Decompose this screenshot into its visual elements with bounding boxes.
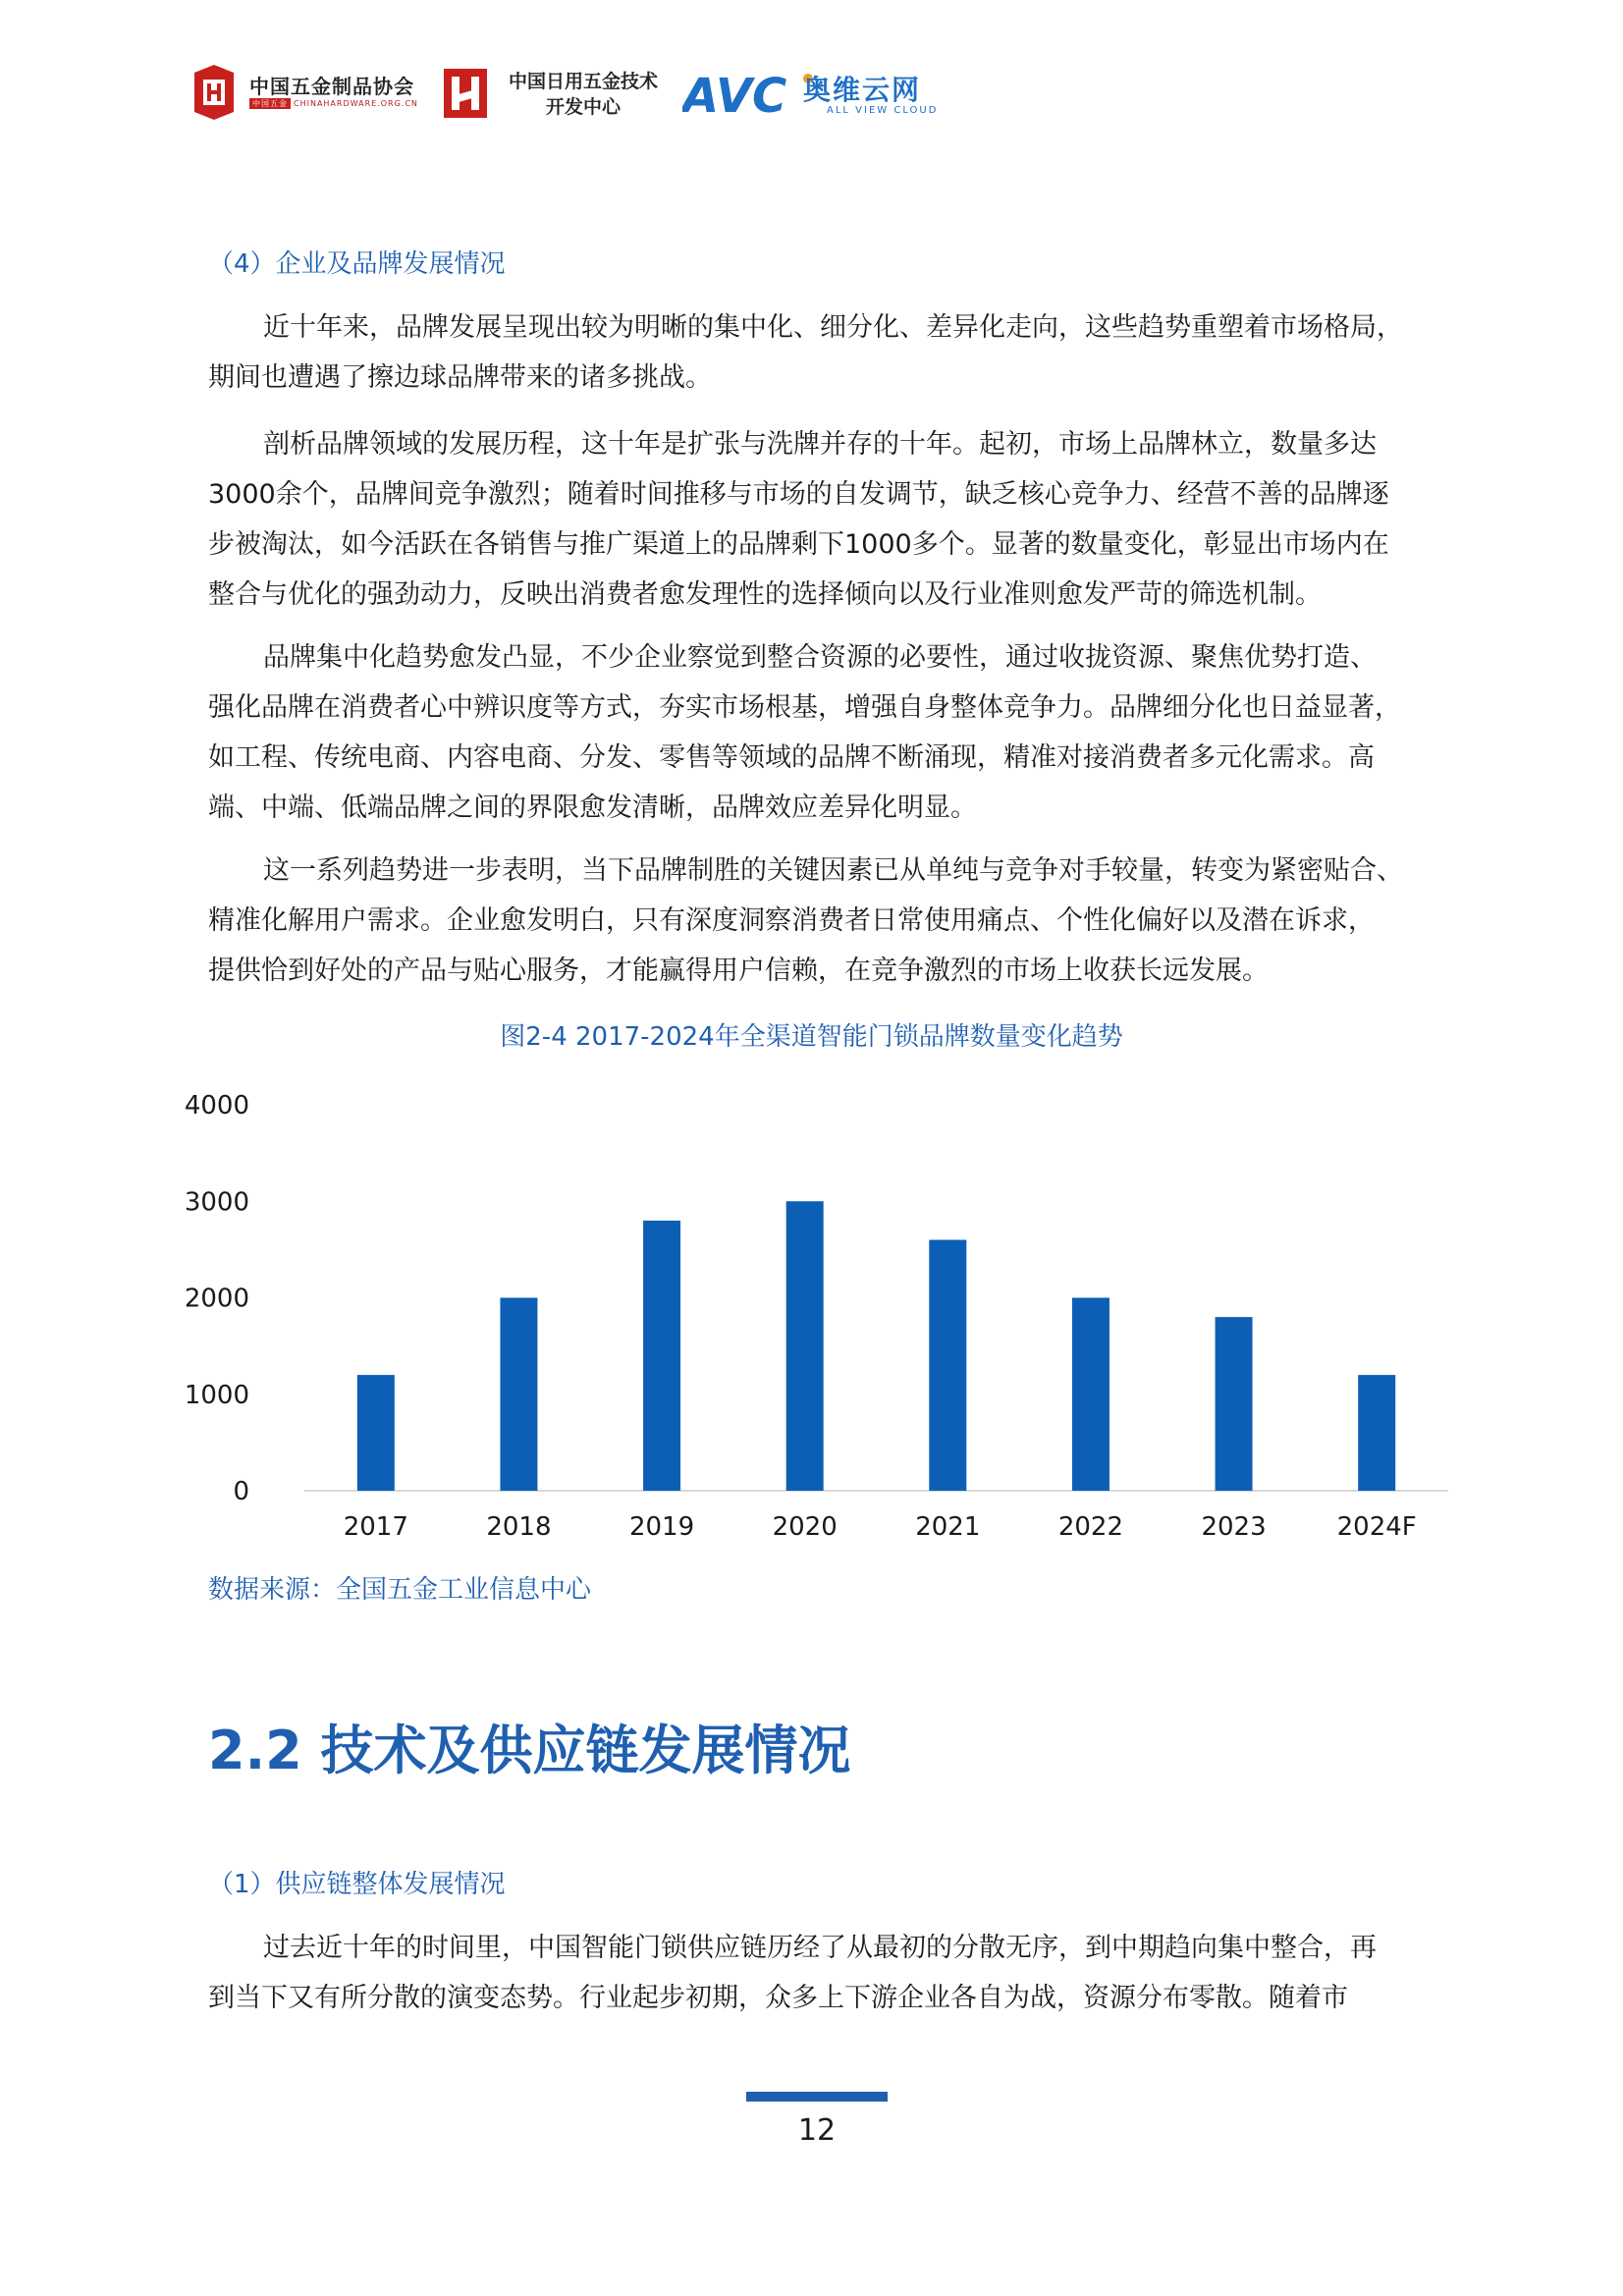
page-number-bar	[746, 2092, 888, 2102]
chart-title: 图2-4 2017-2024年全渠道智能门锁品牌数量变化趋势	[500, 1022, 1123, 1052]
text-line: 过去近十年的时间里，中国智能门锁供应链历经了从最初的分散无序，到中期趋向集中整合，再	[263, 1933, 1377, 1963]
text-line: 期间也遭遇了擦边球品牌带来的诸多挑战。	[208, 362, 712, 393]
brand-count-bar-chart	[167, 1075, 1463, 1557]
paragraph-3	[208, 632, 1435, 833]
logo1-sub-box: 中国五金	[249, 98, 291, 109]
text-line: 步被淘汰，如今活跃在各销售与推广渠道上的品牌剩下1000多个。显著的数量变化，彰显出市场内在	[208, 529, 1389, 560]
section-heading-2-2: 2.2 技术及供应链发展情况	[208, 1720, 851, 1781]
text-line: 到当下又有所分散的演变态势。行业起步初期，众多上下游企业各自为战，资源分布零散。随着市	[208, 1983, 1348, 2013]
text-line: 3000余个，品牌间竞争激烈；随着时间推移与市场的自发调节，缺乏核心竞争力、经营不善的品牌逐	[208, 479, 1389, 510]
header-logos	[187, 61, 972, 126]
logo1-text: 中国五金制品协会	[249, 75, 414, 98]
page-number: 12	[797, 2113, 837, 2148]
x-tick-label: 2020	[772, 1512, 838, 1542]
y-tick-label: 3000	[184, 1187, 249, 1218]
text-line: 精准化解用户需求。企业愈发明白，只有深度洞察消费者日常使用痛点、个性化偏好以及潜在诉求，	[208, 905, 1375, 936]
x-tick-label: 2017	[343, 1512, 408, 1542]
x-tick-label: 2024F	[1336, 1512, 1417, 1542]
x-tick-label: 2022	[1057, 1512, 1124, 1542]
bar-2021	[929, 1240, 966, 1491]
text-line: 强化品牌在消费者心中辨识度等方式，夯实市场根基，增强自身整体竞争力。品牌细分化也日益显著，	[208, 692, 1401, 723]
text-line: 整合与优化的强劲动力，反映出消费者愈发理性的选择倾向以及行业准则愈发严苛的筛选机制。	[208, 579, 1322, 610]
bar-2022	[1072, 1298, 1109, 1492]
paragraph-1	[208, 302, 1435, 403]
avc-chinese-name: 奥维云网	[803, 74, 922, 106]
paragraph-2	[208, 419, 1435, 620]
paragraph-supply-chain	[208, 1923, 1435, 2023]
y-tick-label: 0	[233, 1477, 249, 1506]
text-line: 这一系列趋势进一步表明，当下品牌制胜的关键因素已从单纯与竞争对手较量，转变为紧密贴合、	[263, 855, 1403, 886]
text-line: 提供恰到好处的产品与贴心服务，才能赢得用户信赖，在竞争激烈的市场上收获长远发展。	[208, 956, 1269, 986]
y-tick-label: 4000	[184, 1091, 249, 1121]
text-line: 近十年来，品牌发展呈现出较为明晰的集中化、细分化、差异化走向，这些趋势重塑着市场格局，	[263, 312, 1403, 343]
avc-english-name: ALL VIEW CLOUD	[827, 105, 939, 116]
text-line: 品牌集中化趋势愈发凸显，不少企业察觉到整合资源的必要性，通过收拢资源、聚焦优势打造、	[263, 642, 1377, 673]
y-tick-label: 2000	[184, 1284, 249, 1314]
x-tick-label: 2023	[1201, 1512, 1267, 1542]
logo2-text	[509, 69, 658, 120]
x-tick-label: 2019	[628, 1512, 695, 1542]
logo1-url: CHINAHARDWARE.ORG.CN	[294, 99, 418, 108]
x-tick-label: 2021	[915, 1512, 981, 1542]
bar-2018	[500, 1298, 537, 1492]
x-tick-label: 2018	[486, 1512, 552, 1542]
section-title-supply-chain: （1）供应链整体发展情况	[208, 1870, 506, 1899]
hardware-center-logo-icon	[440, 67, 491, 120]
text-line: 端、中端、低端品牌之间的界限愈发清晰，品牌效应差异化明显。	[208, 793, 977, 823]
section-title-brand: （4）企业及品牌发展情况	[208, 249, 506, 279]
bar-2017	[357, 1375, 395, 1491]
bar-2024F	[1358, 1375, 1395, 1491]
bar-2019	[643, 1221, 680, 1491]
y-tick-label: 1000	[184, 1380, 249, 1410]
logo1-subtext	[249, 98, 418, 109]
text-line: 剖析品牌领域的发展历程，这十年是扩张与洗牌并存的十年。起初，市场上品牌林立，数量多达	[263, 429, 1377, 460]
text-line: 如工程、传统电商、内容电商、分发、零售等领域的品牌不断涌现，精准对接消费者多元化需求。高	[208, 742, 1375, 773]
logo2-line2: 开发中心	[546, 96, 622, 118]
paragraph-4	[208, 846, 1435, 996]
bar-2020	[786, 1201, 824, 1491]
bar-2023	[1216, 1317, 1253, 1491]
logo2-line1: 中国日用五金技术	[509, 71, 659, 92]
avc-letters: AVC	[682, 69, 787, 124]
data-source-note: 数据来源：全国五金工业信息中心	[208, 1575, 592, 1605]
hardware-association-logo-icon	[187, 63, 242, 122]
